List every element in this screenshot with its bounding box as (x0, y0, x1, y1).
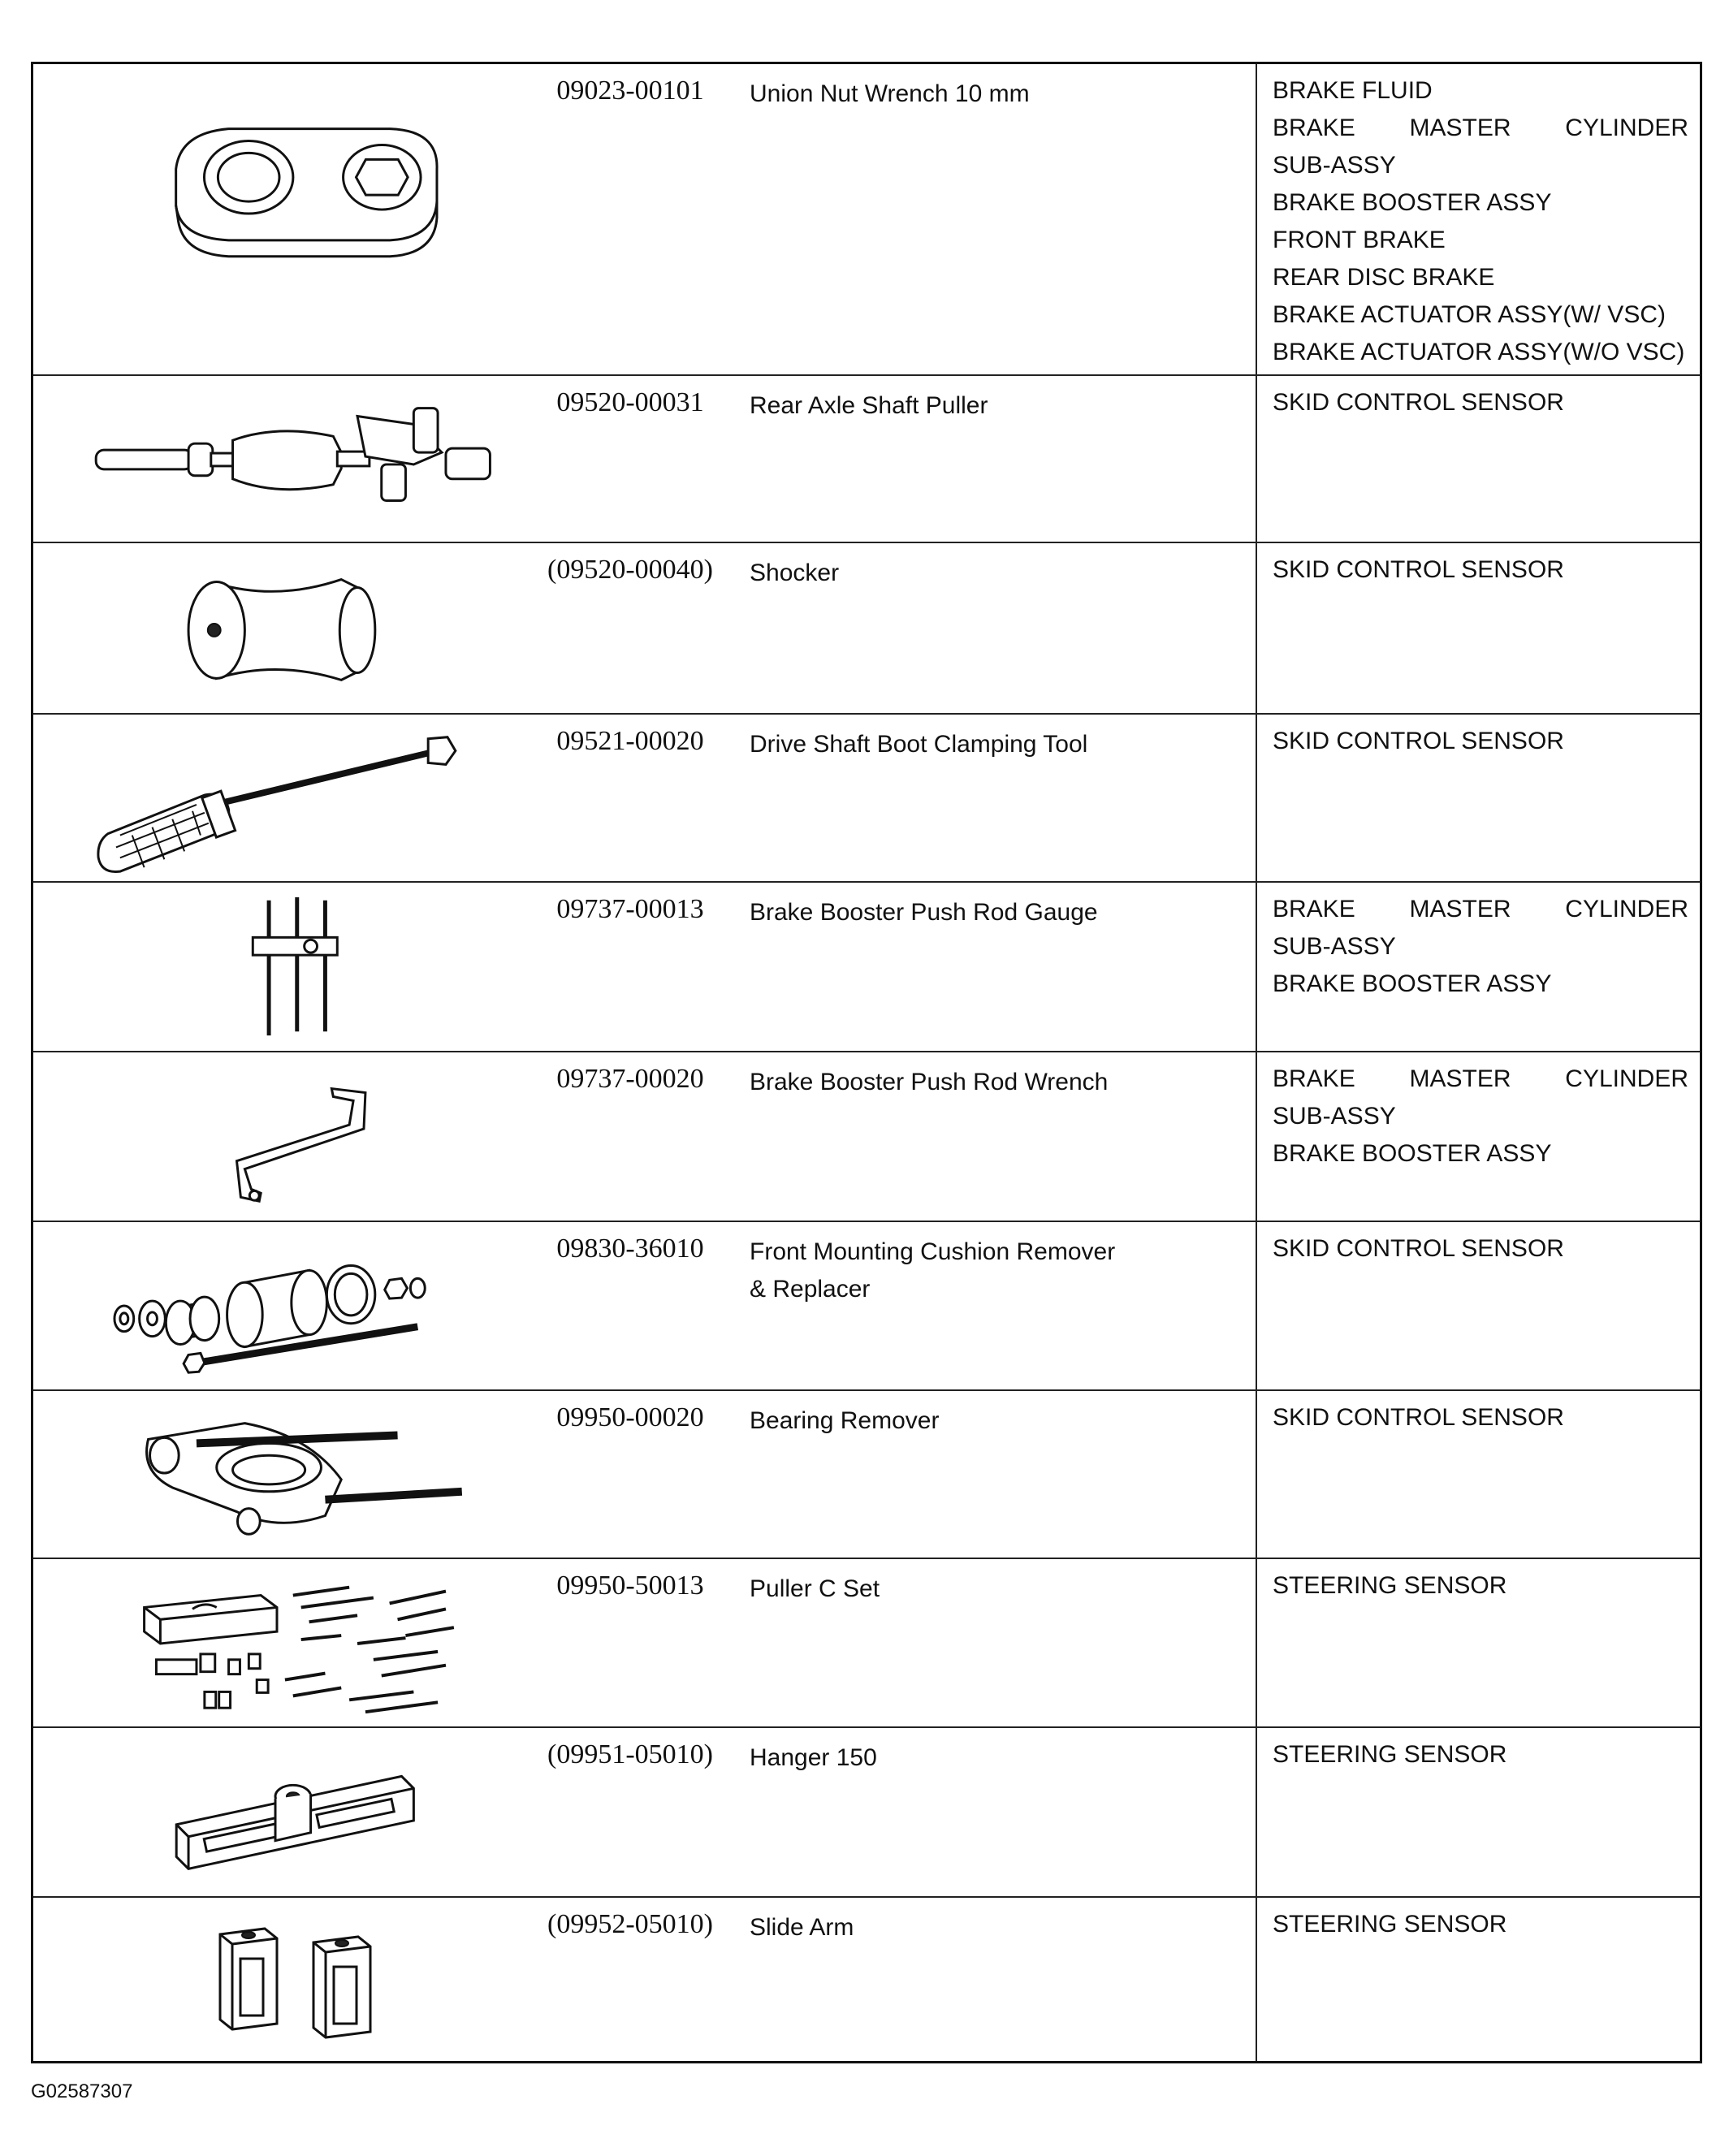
tool-name: Drive Shaft Boot Clamping Tool (750, 731, 1088, 758)
table-row (33, 543, 1700, 715)
push-rod-gauge-icon (33, 883, 521, 1051)
part-number: 09737-00013 (556, 894, 704, 924)
use-item: STEERING SENSOR (1273, 1572, 1507, 1599)
use-item: BRAKE ACTUATOR ASSY(W/O VSC) (1273, 339, 1685, 365)
tool-name: Shocker (750, 560, 840, 586)
use-item: SUB-ASSY (1273, 933, 1396, 960)
cushion-remover-icon (33, 1222, 521, 1389)
use-item: BRAKE BOOSTER ASSY (1273, 189, 1552, 216)
table-row (33, 1898, 1700, 2061)
tool-name: Brake Booster Push Rod Wrench (750, 1069, 1109, 1095)
table-row (33, 1391, 1700, 1559)
push-rod-wrench-icon (33, 1052, 521, 1221)
use-item: SKID CONTROL SENSOR (1273, 556, 1564, 583)
table-row (33, 1728, 1700, 1898)
tool-name: Union Nut Wrench 10 mm (750, 80, 1030, 107)
use-item: BRAKE BOOSTER ASSY (1273, 1140, 1552, 1167)
axle-shaft-puller-icon (33, 376, 521, 542)
table-row (33, 64, 1700, 376)
column-divider (1256, 1222, 1257, 1389)
part-number: 09023-00101 (556, 76, 704, 106)
use-item: BRAKE MASTER CYLINDER (1273, 896, 1688, 922)
applicable-sections (1273, 1230, 1688, 1268)
use-item: SKID CONTROL SENSOR (1273, 1404, 1564, 1431)
column-divider (1256, 543, 1257, 713)
applicable-sections (1273, 723, 1688, 760)
column-divider (1256, 1728, 1257, 1896)
part-number: (09520-00040) (547, 555, 713, 585)
table-row (33, 1052, 1700, 1222)
tool-name-line: Front Mounting Cushion Remover (750, 1238, 1116, 1265)
applicable-sections (1273, 1736, 1688, 1774)
part-number: 09737-00020 (556, 1064, 704, 1094)
use-item: SUB-ASSY (1273, 152, 1396, 179)
use-item: SUB-ASSY (1273, 1103, 1396, 1130)
part-number: 09520-00031 (556, 387, 704, 417)
use-item: BRAKE ACTUATOR ASSY(W/ VSC) (1273, 301, 1666, 328)
table-row (33, 1222, 1700, 1391)
tool-name: Rear Axle Shaft Puller (750, 392, 988, 419)
use-item: STEERING SENSOR (1273, 1911, 1507, 1938)
tool-name: Hanger 150 (750, 1744, 877, 1771)
use-item: BRAKE BOOSTER ASSY (1273, 970, 1552, 997)
tool-name: Slide Arm (750, 1914, 854, 1941)
use-item: BRAKE FLUID (1273, 77, 1433, 104)
tool-name: Puller C Set (750, 1575, 880, 1602)
use-item: REAR DISC BRAKE (1273, 264, 1495, 291)
column-divider (1256, 64, 1257, 374)
part-number: 09830-36010 (556, 1234, 704, 1264)
applicable-sections (1273, 891, 1688, 1003)
bearing-remover-icon (33, 1391, 521, 1558)
figure-id: G02587307 (31, 2080, 133, 2102)
slide-arm-icon (33, 1898, 521, 2061)
applicable-sections (1273, 1399, 1688, 1437)
table-row (33, 376, 1700, 543)
use-item: FRONT BRAKE (1273, 227, 1446, 253)
table-row (33, 1559, 1700, 1728)
tool-name (750, 1234, 1237, 1308)
applicable-sections (1273, 551, 1688, 589)
hanger-icon (33, 1728, 521, 1896)
shocker-icon (33, 543, 521, 713)
column-divider (1256, 376, 1257, 542)
applicable-sections (1273, 72, 1688, 371)
part-number: (09952-05010) (547, 1909, 713, 1939)
special-tools-table (31, 62, 1702, 2063)
part-number: 09950-50013 (556, 1571, 704, 1601)
use-item: SKID CONTROL SENSOR (1273, 728, 1564, 754)
tool-name: Bearing Remover (750, 1407, 940, 1434)
use-item: BRAKE MASTER CYLINDER (1273, 114, 1688, 141)
column-divider (1256, 883, 1257, 1051)
table-row (33, 883, 1700, 1052)
use-item: SKID CONTROL SENSOR (1273, 1235, 1564, 1262)
use-item: STEERING SENSOR (1273, 1741, 1507, 1768)
applicable-sections (1273, 1567, 1688, 1605)
tool-name-line: & Replacer (750, 1276, 871, 1303)
column-divider (1256, 1559, 1257, 1726)
boot-clamping-tool-icon (33, 715, 521, 881)
part-number: 09950-00020 (556, 1402, 704, 1432)
union-nut-wrench-icon (33, 64, 521, 374)
applicable-sections (1273, 384, 1688, 421)
part-number: 09521-00020 (556, 726, 704, 756)
applicable-sections (1273, 1061, 1688, 1173)
applicable-sections (1273, 1906, 1688, 1943)
column-divider (1256, 1052, 1257, 1221)
column-divider (1256, 1391, 1257, 1558)
column-divider (1256, 715, 1257, 881)
puller-set-icon (33, 1559, 521, 1726)
column-divider (1256, 1898, 1257, 2061)
tool-name: Brake Booster Push Rod Gauge (750, 899, 1098, 926)
use-item: BRAKE MASTER CYLINDER (1273, 1065, 1688, 1092)
part-number: (09951-05010) (547, 1739, 713, 1769)
use-item: SKID CONTROL SENSOR (1273, 389, 1564, 416)
table-row (33, 715, 1700, 883)
